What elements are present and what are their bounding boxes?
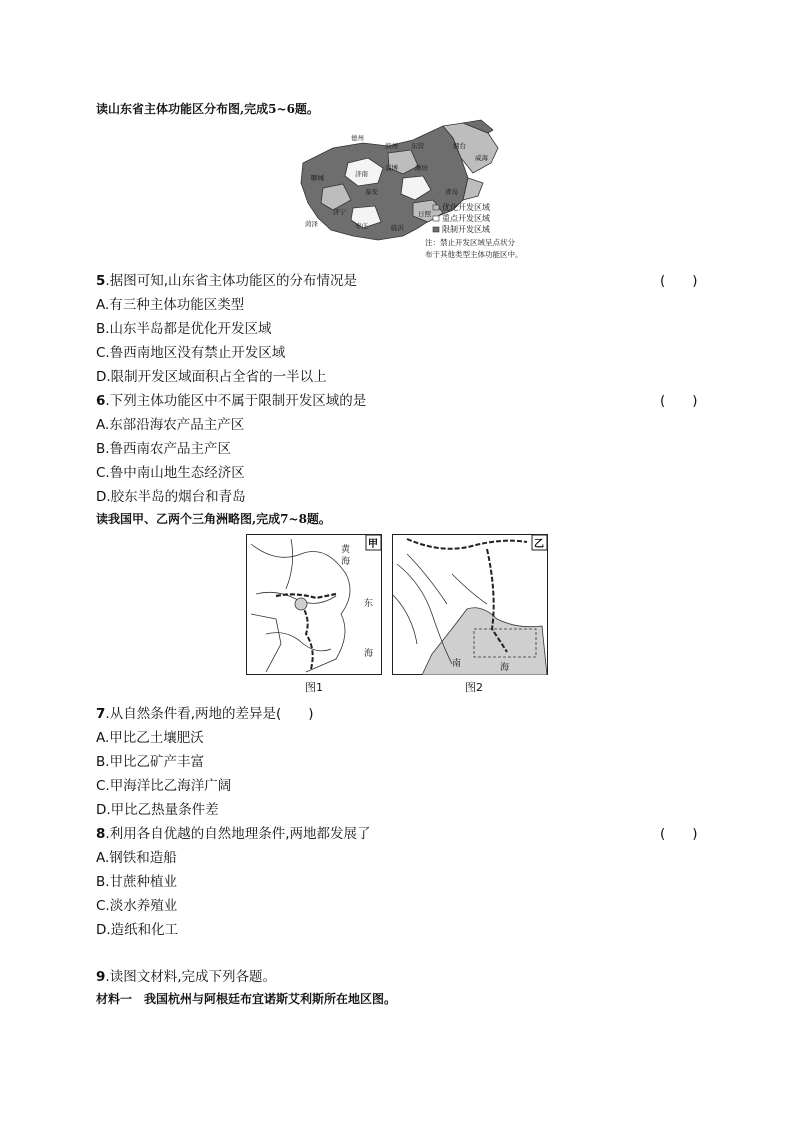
material-1: 材料一 我国杭州与阿根廷布宜诺斯艾利斯所在地区图。 bbox=[96, 992, 397, 1006]
option-b: B.甘蔗种植业 bbox=[96, 874, 178, 890]
legend-label: 重点开发区域 bbox=[442, 214, 490, 223]
question-text: .从自然条件看,两地的差异是( ) bbox=[105, 706, 314, 722]
map-label: 南 bbox=[452, 659, 462, 669]
answer-bracket: ( ) bbox=[660, 273, 698, 289]
option-d: D.胶东半岛的烟台和青岛 bbox=[96, 489, 246, 505]
question-6 bbox=[96, 389, 366, 409]
question-number: 9 bbox=[96, 969, 106, 985]
legend-swatch-optimized bbox=[433, 205, 439, 210]
city-label: 滨州 bbox=[385, 142, 398, 150]
question-5 bbox=[96, 269, 357, 289]
option-b: B.甲比乙矿产丰富 bbox=[96, 754, 205, 770]
option-c: C.鲁中南山地生态经济区 bbox=[96, 465, 245, 481]
legend-label: 限制开发区域 bbox=[442, 225, 490, 234]
figure-tag: 乙 bbox=[534, 539, 544, 550]
city-label: 东营 bbox=[411, 142, 424, 150]
question-9 bbox=[96, 965, 276, 985]
option-a: A.有三种主体功能区类型 bbox=[96, 297, 245, 313]
question-text: .下列主体功能区中不属于限制开发区域的是 bbox=[105, 393, 367, 409]
figure-2-map bbox=[392, 534, 548, 675]
shandong-map bbox=[293, 118, 523, 263]
city-label: 枣庄 bbox=[355, 222, 368, 230]
option-b: B.山东半岛都是优化开发区域 bbox=[96, 321, 272, 337]
question-number: 6 bbox=[96, 393, 106, 409]
option-c: C.甲海洋比乙海洋广阔 bbox=[96, 778, 232, 794]
question-number: 5 bbox=[96, 273, 106, 289]
legend-swatch-key bbox=[433, 216, 439, 221]
city-label: 济南 bbox=[355, 170, 368, 178]
figure-2-caption: 图2 bbox=[465, 681, 483, 694]
map-label: 海 bbox=[500, 663, 510, 673]
option-a: A.钢铁和造船 bbox=[96, 850, 177, 866]
answer-bracket: ( ) bbox=[660, 826, 698, 842]
option-a: A.甲比乙土壤肥沃 bbox=[96, 730, 204, 746]
question-text: .利用各自优越的自然地理条件,两地都发展了 bbox=[105, 826, 371, 842]
city-label: 潍坊 bbox=[415, 164, 428, 172]
answer-bracket: ( ) bbox=[660, 393, 698, 409]
figure-tag: 甲 bbox=[368, 539, 378, 550]
question-text: .据图可知,山东省主体功能区的分布情况是 bbox=[105, 273, 357, 289]
city-label: 济宁 bbox=[333, 208, 346, 216]
city-label: 德州 bbox=[351, 134, 364, 142]
question-number: 7 bbox=[96, 706, 106, 722]
question-8 bbox=[96, 822, 371, 842]
city-label: 日照 bbox=[418, 210, 431, 218]
option-d: D.造纸和化工 bbox=[96, 922, 179, 938]
question-text: .读图文材料,完成下列各题。 bbox=[105, 969, 276, 985]
option-d: D.甲比乙热量条件差 bbox=[96, 802, 219, 818]
question-number: 8 bbox=[96, 826, 106, 842]
question-7 bbox=[96, 702, 314, 722]
city-label: 泰安 bbox=[365, 188, 378, 196]
city-label: 淄博 bbox=[385, 164, 398, 172]
city-label: 临沂 bbox=[391, 224, 404, 232]
map-label: 黄 bbox=[341, 545, 351, 555]
legend-label: 优化开发区域 bbox=[442, 203, 490, 212]
map-label: 海 bbox=[341, 557, 351, 567]
option-a: A.东部沿海农产品主产区 bbox=[96, 417, 245, 433]
intro-text-2: 读我国甲、乙两个三角洲略图,完成7~8题。 bbox=[96, 512, 331, 526]
option-d: D.限制开发区域面积占全省的一半以上 bbox=[96, 369, 327, 385]
city-label: 烟台 bbox=[453, 142, 466, 150]
option-c: C.淡水养殖业 bbox=[96, 898, 178, 914]
figure-1-map bbox=[246, 534, 382, 675]
city-label: 威海 bbox=[475, 154, 488, 162]
city-label: 聊城 bbox=[311, 174, 324, 182]
map-note-line1: 注：禁止开发区域呈点状分 bbox=[425, 238, 515, 247]
map-label: 海 bbox=[364, 649, 374, 659]
map-note-line2: 布于其他类型主体功能区中。 bbox=[425, 250, 523, 259]
legend-swatch-restricted bbox=[433, 227, 439, 232]
city-label: 青岛 bbox=[445, 188, 458, 196]
intro-text-1: 读山东省主体功能区分布图,完成5~6题。 bbox=[96, 102, 319, 116]
option-c: C.鲁西南地区没有禁止开发区域 bbox=[96, 345, 286, 361]
city-label: 菏泽 bbox=[305, 220, 318, 228]
figure-1-caption: 图1 bbox=[305, 681, 323, 694]
option-b: B.鲁西南农产品主产区 bbox=[96, 441, 232, 457]
map-label: 东 bbox=[364, 599, 374, 609]
